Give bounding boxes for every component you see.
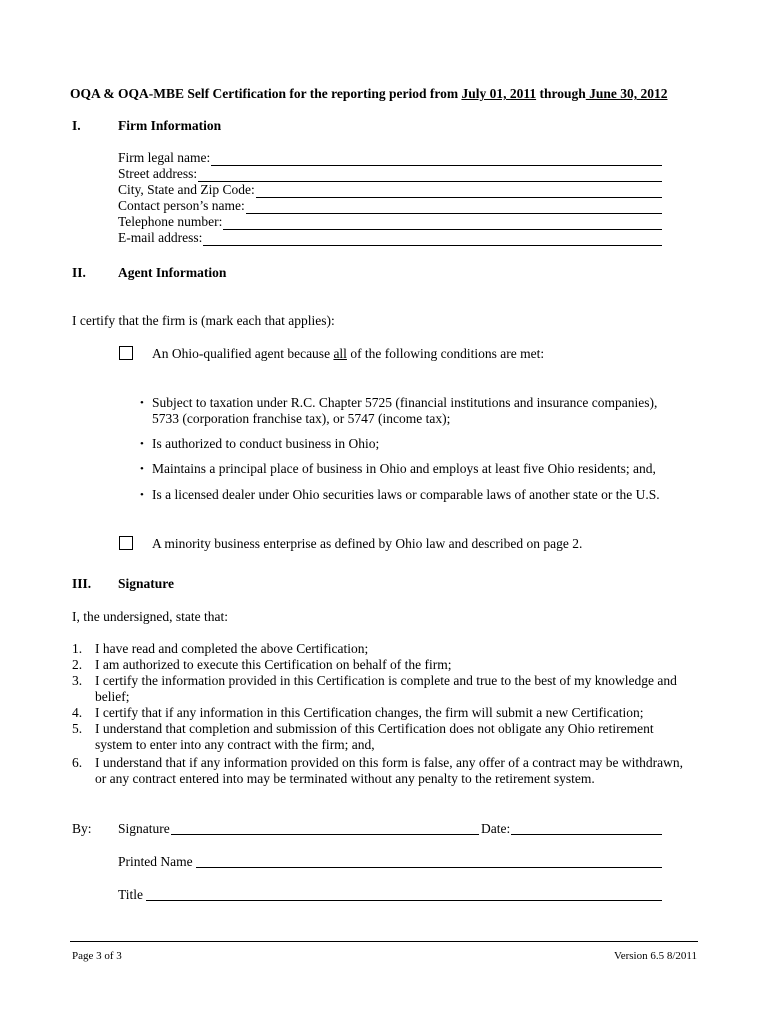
- bullet-text: Maintains a principal place of business in Ohio and employs at least five Ohio residents; and,: [152, 461, 656, 476]
- by-label: By:: [72, 821, 92, 836]
- contact-person-field[interactable]: [118, 198, 662, 214]
- field-line[interactable]: [198, 169, 662, 182]
- field-label: Street address:: [118, 166, 198, 181]
- item-number: 4.: [72, 705, 83, 720]
- item-number: 5.: [72, 721, 83, 736]
- item-text: I have read and completed the above Certification;: [95, 641, 369, 656]
- field-line[interactable]: [256, 185, 662, 198]
- option-2-label: A minority business enterprise as defined by Ohio law and described on page 2.: [152, 536, 583, 551]
- bullet-icon: •: [140, 397, 144, 409]
- certify-intro: I certify that the firm is (mark each that applies):: [72, 313, 335, 328]
- date-label: Date:: [481, 821, 511, 836]
- field-line[interactable]: [203, 233, 662, 246]
- section-1-heading: Firm Information: [118, 118, 222, 133]
- footer-divider: [70, 941, 698, 942]
- title-label: Title: [118, 887, 144, 902]
- email-field[interactable]: [118, 230, 662, 246]
- item-text: or any contract entered into may be terminated without any penalty to the retirement system.: [95, 771, 595, 786]
- version-label: Version 6.5 8/2011: [613, 950, 697, 962]
- bullet-text-continued: 5733 (corporation franchise tax), or 5747 (income tax);: [152, 411, 451, 426]
- option-1-pre: An Ohio-qualified agent because: [152, 346, 334, 361]
- bullet-text: Is a licensed dealer under Ohio securities laws or comparable laws of another state or the U.S.: [152, 487, 660, 502]
- minority-business-checkbox[interactable]: [119, 536, 133, 550]
- section-2-heading: Agent Information: [118, 265, 227, 280]
- section-3-heading: Signature: [118, 576, 175, 591]
- bullet-text: Is authorized to conduct business in Ohio;: [152, 436, 380, 451]
- field-label: Telephone number:: [118, 214, 223, 229]
- signature-label: Signature: [118, 821, 170, 836]
- city-state-zip-field[interactable]: [118, 182, 662, 198]
- option-1-label: [152, 346, 544, 362]
- bullet-text: Subject to taxation under R.C. Chapter 5725 (financial institutions and insurance companies),: [152, 395, 658, 410]
- bullet-icon: •: [140, 438, 144, 450]
- item-text: I understand that completion and submission of this Certification does not obligate any Ohio retirement: [95, 721, 654, 736]
- bullet-icon: •: [140, 489, 144, 501]
- section-2-numeral: II.: [72, 265, 86, 280]
- page-number: Page 3 of 3: [72, 950, 122, 962]
- ohio-qualified-agent-checkbox[interactable]: [119, 346, 133, 360]
- item-number: 3.: [72, 673, 83, 688]
- street-address-field[interactable]: [118, 166, 662, 182]
- option-1-post: of the following conditions are met:: [346, 346, 545, 361]
- item-number: 1.: [72, 641, 83, 656]
- section-1-numeral: I.: [72, 118, 81, 133]
- option-1-all: all: [333, 346, 347, 361]
- title-line[interactable]: [146, 900, 662, 901]
- title-prefix: OQA & OQA-MBE Self Certification for the reporting period from: [70, 86, 462, 101]
- through-text: through: [536, 86, 586, 101]
- item-number: 6.: [72, 755, 83, 770]
- field-label: E-mail address:: [118, 230, 203, 245]
- field-line[interactable]: [223, 217, 662, 230]
- section-3-numeral: III.: [72, 576, 92, 591]
- item-text: belief;: [95, 689, 130, 704]
- item-text: I am authorized to execute this Certification on behalf of the firm;: [95, 657, 452, 672]
- field-label: Firm legal name:: [118, 150, 211, 165]
- item-text: I certify that if any information in this Certification changes, the firm will submit a new Certification;: [95, 705, 644, 720]
- field-line[interactable]: [211, 153, 662, 166]
- firm-legal-name-field[interactable]: [118, 150, 662, 166]
- date-line[interactable]: [511, 834, 662, 835]
- signature-line[interactable]: [171, 834, 479, 835]
- item-number: 2.: [72, 657, 83, 672]
- printed-name-line[interactable]: [196, 867, 662, 868]
- field-label: Contact person’s name:: [118, 198, 245, 213]
- field-line[interactable]: [246, 201, 662, 214]
- undersigned-intro: I, the undersigned, state that:: [72, 609, 228, 624]
- start-date: July 01, 2011: [461, 86, 537, 101]
- field-label: City, State and Zip Code:: [118, 182, 255, 197]
- item-text: I certify the information provided in this Certification is complete and true to the best of my knowledge and: [95, 673, 677, 688]
- item-text: I understand that if any information provided on this form is false, any offer of a contract may be withdrawn,: [95, 755, 683, 770]
- end-date: June 30, 2012: [585, 86, 668, 101]
- bullet-icon: •: [140, 463, 144, 475]
- form-title: [70, 86, 668, 102]
- printed-name-label: Printed Name: [118, 854, 193, 869]
- item-text: system to enter into any contract with the firm; and,: [95, 737, 375, 752]
- telephone-field[interactable]: [118, 214, 662, 230]
